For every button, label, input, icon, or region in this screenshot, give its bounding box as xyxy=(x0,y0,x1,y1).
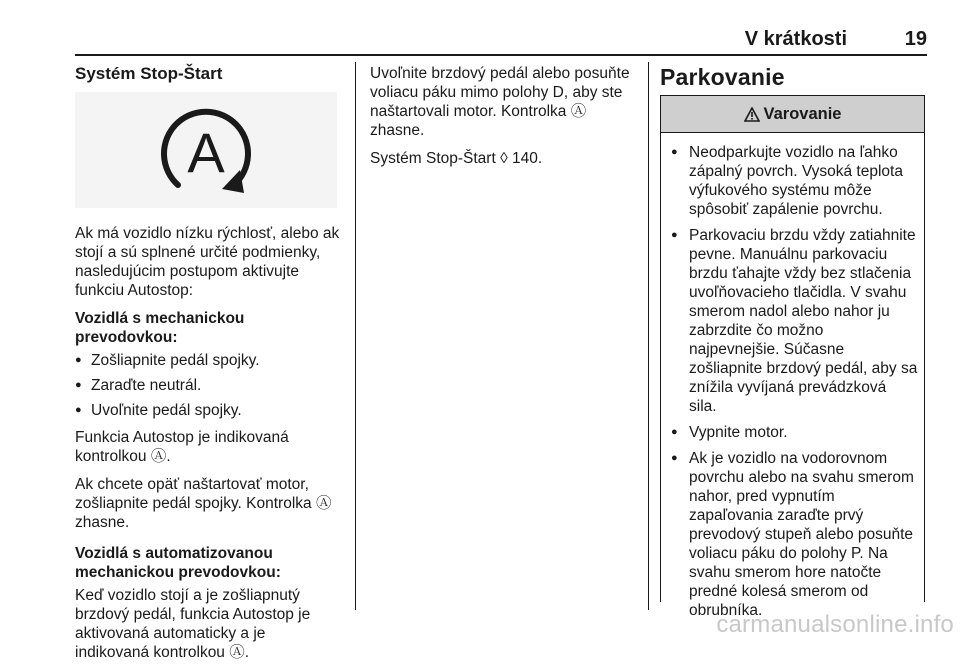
warning-header xyxy=(661,96,924,133)
list-item: ● Parkovaciu brzdu vždy zatiahnite pevne. Manuálnu parkovaciu brzdu ťahajte vždy bez stlačenia uvoľňovacieho tlačidla. V svahu smerom nadol alebo nahor ju zabrzdite čo možno najpevnejšie. Súčasne zošliapnite brzdový pedál, aby sa znížila vyvíjaná prevádzková sila. xyxy=(671,226,918,416)
section-title: V krátkosti xyxy=(744,28,847,50)
release-brake-text: Uvoľnite brzdový pedál alebo posuňte voliacu páku mimo polohy D, aby ste naštartovali motor. Kontrolka Ⓐ zhasne. xyxy=(370,65,630,139)
column-right xyxy=(660,64,925,619)
warning-list xyxy=(671,143,918,620)
warning-body xyxy=(661,133,924,620)
manual-steps-list xyxy=(75,351,343,420)
list-item: ● Neodparkujte vozidlo na ľahko zápalný povrch. Vysoká teplota výfukového systému môže spôsobiť zapálenie povrchu. xyxy=(671,143,918,219)
warning-triangle-icon xyxy=(744,107,760,122)
list-item: ● Ak je vozidlo na vodorovnom povrchu alebo na svahu smerom nahor, pred vypnutím zapaľovania zaraďte prvý prevodový stupeň alebo posuňte voliacu páku do polohy P. Na svahu smerom hore natočte predné kolesá smerom od obrubníka. xyxy=(671,449,918,620)
stop-start-reference: Systém Stop-Štart ◊ 140. xyxy=(370,150,543,167)
list-item: ● Vypnite motor. xyxy=(671,423,918,442)
autostop-illustration xyxy=(75,92,337,208)
column-divider xyxy=(648,62,649,610)
warning-title: Varovanie xyxy=(763,104,842,123)
column-middle xyxy=(370,64,635,177)
autostop-intro: Ak má vozidlo nízku rýchlosť, alebo ak stojí a sú splnené určité podmienky, nasledujúcim postupom aktivujte funkciu Autostop: xyxy=(75,225,340,299)
parking-heading: Parkovanie xyxy=(660,64,785,90)
warning-box xyxy=(660,95,925,619)
automated-transmission-heading: Vozidlá s automatizovanou mechanickou prevodovkou: xyxy=(75,545,281,581)
autostop-a-circle-arrow-icon xyxy=(146,100,266,200)
stop-start-heading: Systém Stop-Štart xyxy=(75,64,223,83)
column-divider xyxy=(355,62,356,610)
watermark: carmanualsonline.info xyxy=(716,611,954,638)
column-left xyxy=(75,64,343,671)
list-item: ● Zaraďte neutrál. xyxy=(75,376,343,395)
restart-text: Ak chcete opäť naštartovať motor, zošliapnite pedál spojky. Kontrolka Ⓐ zhasne. xyxy=(75,476,332,531)
page-header xyxy=(75,24,927,56)
autostop-indicated-text: Funkcia Autostop je indikovaná kontrolkou Ⓐ. xyxy=(75,429,289,465)
page-number: 19 xyxy=(904,28,927,50)
list-item: ● Uvoľnite pedál spojky. xyxy=(75,401,343,420)
list-item: ● Zošliapnite pedál spojky. xyxy=(75,351,343,370)
manual-transmission-heading: Vozidlá s mechanickou prevodovkou: xyxy=(75,310,245,346)
automated-transmission-text: Keď vozidlo stojí a je zošliapnutý brzdový pedál, funkcia Autostop je aktivovaná automaticky a je indikovaná kontrolkou Ⓐ. xyxy=(75,587,311,661)
illustration-letter: A xyxy=(187,121,225,184)
